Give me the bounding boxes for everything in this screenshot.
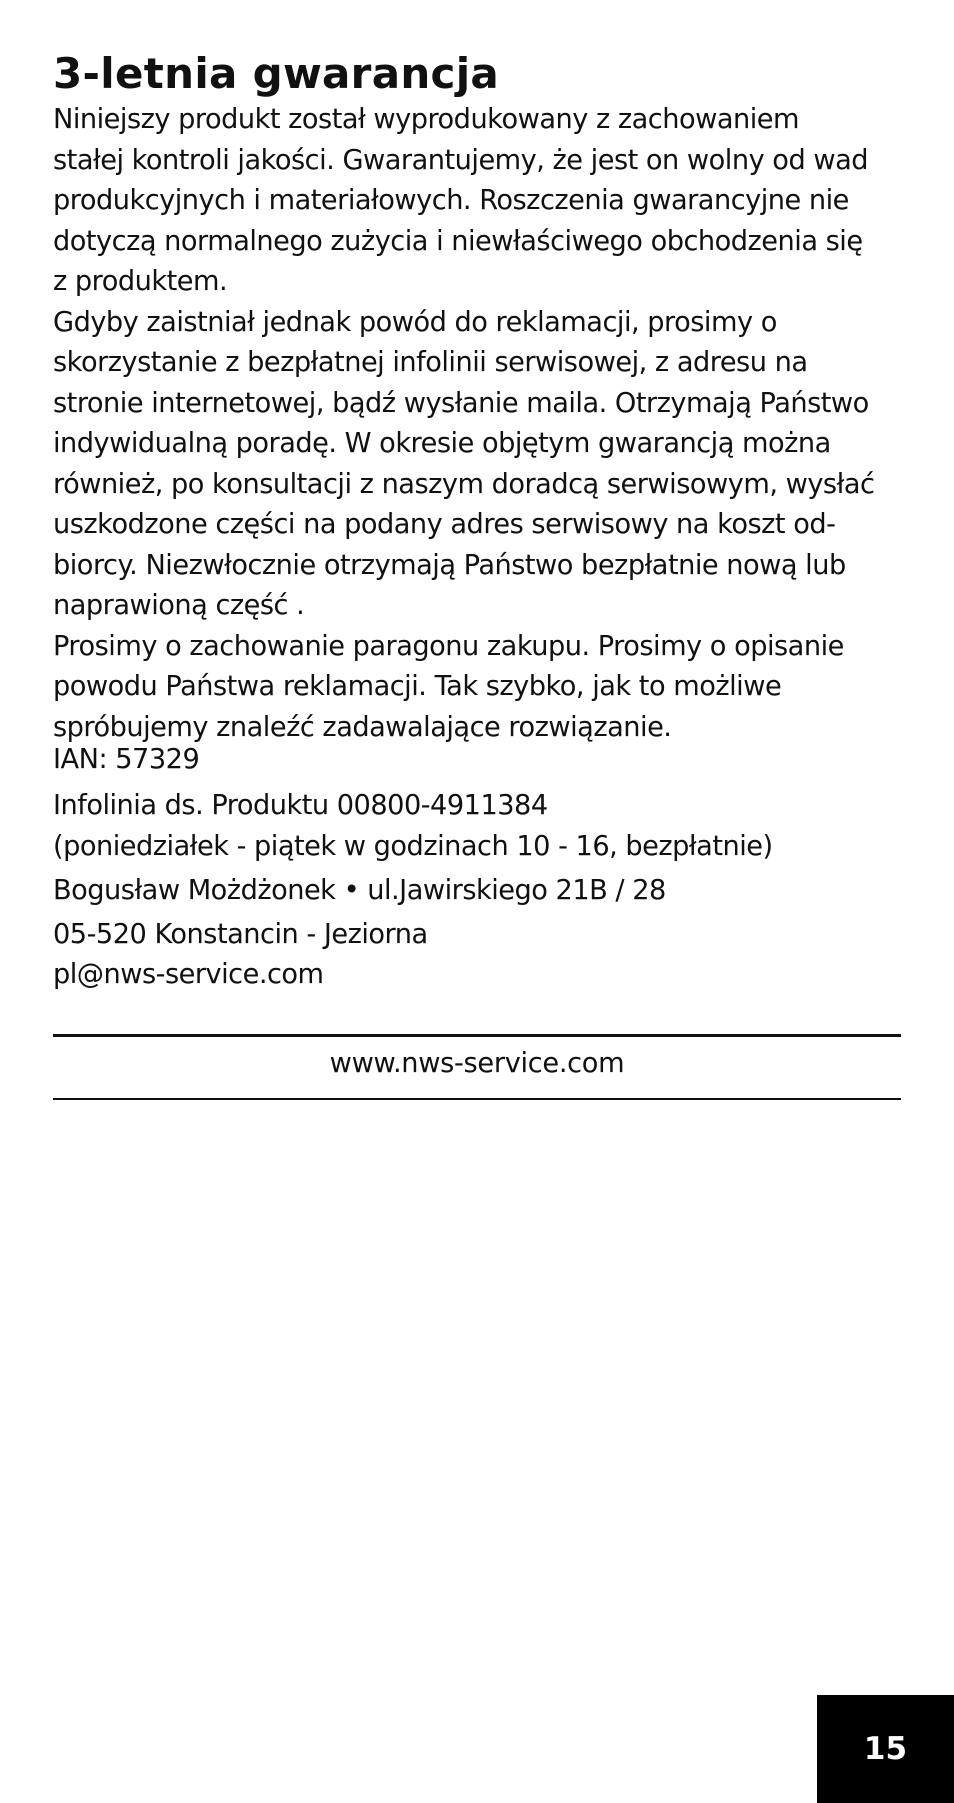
divider-top [53, 1034, 901, 1037]
page-title: 3-letnia gwarancja [53, 49, 500, 98]
ian-number: IAN: 57329 [53, 744, 200, 775]
service-address-line2: 05-520 Konstancin - Jeziorna [53, 919, 428, 950]
service-email: pl@nws-service.com [53, 959, 324, 990]
warranty-claim-paragraph: Gdyby zaistniał jednak powód do reklamacji, prosimy o skorzystanie z bezpłatnej infolinii serwisowej, z adresu na stronie internetowej, bądź wysłanie maila. Otrzymają Państwo indywidualną poradę. W okresie objętym gwarancją można również, po konsultacji z naszym doradcą serwisowym, wysłać uszkodzone części na podany adres serwisowy na koszt od- biorcy. Niezwłocznie otrzymają Państwo bezpłatnie nową lub naprawioną część . [53, 306, 875, 621]
page-number-box [817, 1695, 954, 1803]
warranty-receipt-paragraph: Prosimy o zachowanie paragonu zakupu. Prosimy o opisanie powodu Państwa reklamacji. Tak szybko, jak to możliwe spróbujemy znaleźć zadawalające rozwiązanie. [53, 630, 844, 743]
warranty-intro-paragraph: Niniejszy produkt został wyprodukowany z zachowaniem stałej kontroli jakości. Gwarantujemy, że jest on wolny od wad produkcyjnych i materiałowych. Roszczenia gwarancyjne nie dotyczą normalnego zużycia i niewłaściwego obchodzenia się z produktem. [53, 104, 868, 297]
divider-bottom [53, 1098, 901, 1100]
website-link: www.nws-service.com [329, 1048, 625, 1079]
service-address-line1: Bogusław Możdżonek • ul.Jawirskiego 21B / 28 [53, 875, 666, 906]
hotline-hours: (poniedziałek - piątek w godzinach 10 - 16, bezpłatnie) [53, 831, 773, 862]
page-number: 15 [863, 1731, 908, 1767]
warranty-page [53, 48, 901, 990]
hotline-number: Infolinia ds. Produktu 00800-4911384 [53, 790, 548, 821]
